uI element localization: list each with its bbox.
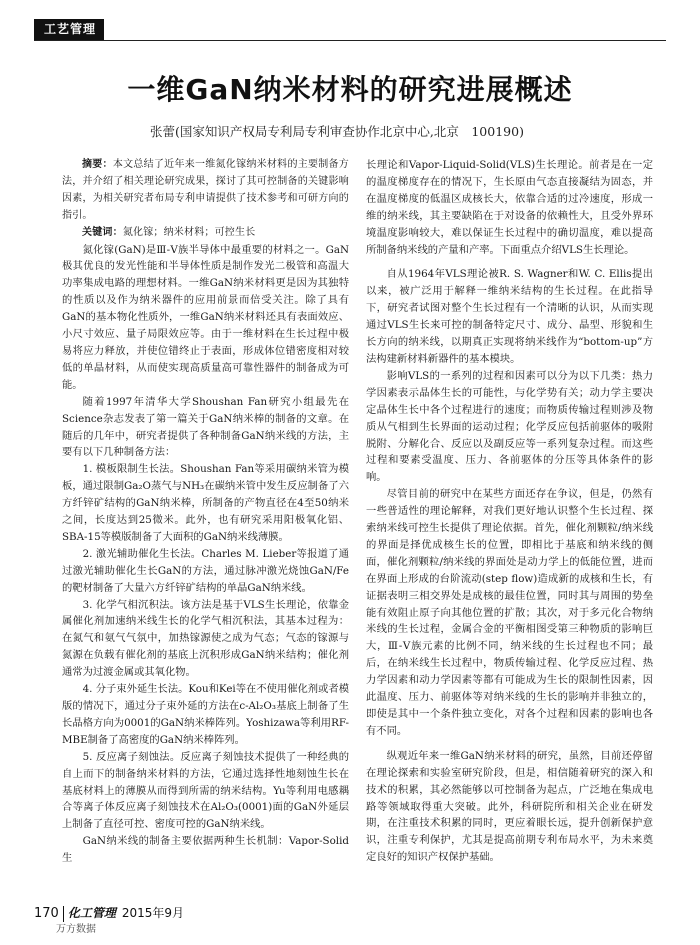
body-paragraph: 影响VLS的一系列的过程和因素可以分为以下几类：热力学因素表示晶体生长的可能性，与化学势有关；动力学主要决定晶体生长中各个过程进行的速度；而物质传输过程则涉及物质从气相到生长界面的运动过程；化学反应包括前驱体的吸附脱附、分解化合、反应以及副反应等一系列复杂过程。而这些过程和要素受温度、压力、各前驱体的分压等具体条件的影响。 (366, 369, 653, 484)
keywords-text: 氮化镓；纳米材料；可控生长 (122, 226, 256, 238)
left-column (62, 157, 349, 867)
issue-date: 2015年9月 (121, 906, 185, 920)
abstract-text: 本文总结了近年来一维氮化镓纳米材料的主要制备方法，并介绍了相关理论研究成果，探讨了其可控制备的关键影响因素，为相关研究者布局专利申请提供了技术参考和可研方向的指引。 (62, 159, 349, 221)
article-title: 一维GaN纳米材料的研究进展概述 (127, 73, 573, 106)
author-affiliation: 张蕾(国家知识产权局专利局专利审查协作北京中心,北京 100190) (150, 124, 524, 139)
body-paragraph: 氮化镓(GaN)是Ⅲ-Ⅴ族半导体中最重要的材料之一。GaN极其优良的发光性能和半导体性质是制作发光二极管和高温大功率集成电路的理想材料。一维GaN纳米材料更是因为其独特的性质以及作为纳米器件的应用前景而倍受关注。除了具有GaN的基本物化性质外，一维GaN纳米材料还具有表面效应、小尺寸效应、量子局限效应等。由于一维材料在生长过程中极易将应力释放，并使位错终止于表面，形成体位错密度相对较低的单晶材料，从而使实现高质量高可靠性器件的制备成为可能。 (62, 243, 349, 391)
top-rule (34, 40, 666, 41)
abstract (62, 157, 349, 225)
keywords (62, 225, 349, 242)
method-item: 3. 化学气相沉积法。该方法是基于VLS生长理论，依靠金属催化剂加速纳米线生长的化学气相沉积法，其基本过程为：在氮气和氨气气氛中，加热镓源使之成为气态；气态的镓源与氮源在负载有催化剂的基底上沉积形成GaN纳米结构；催化剂通常为过渡金属或其氧化物。 (62, 598, 349, 679)
right-column (366, 157, 653, 866)
body-paragraph: 尽管目前的研究中在某些方面还存在争议，但是，仍然有一些普适性的理论解释，对我们更好地认识整个生长过程、探索纳米线可控生长提供了理论依据。首先，催化剂颗粒/纳米线的界面是择优成核生长的位置，即相比于基底和纳米线的侧面，催化剂颗粒/纳米线的界面处是动力学上的低能位置，进而在界面上形成的台阶流动(step flow)造成新的成核和生长，有证据表明三相交界处是成核的最佳位置，同时其与周围的势垒能有效阻止原子向其他位置的扩散；其次，对于多元化合物纳米线的生长过程，金属合金的平衡相图受第三种物质的影响巨大，Ⅲ-Ⅴ族元素的比例不同，纳米线的生长过程也不同；最后，在纳米线生长过程中，物质传输过程、化学反应过程、热力学因素和动力学因素等都有可能成为生长的限制性因素，因此温度、压力、前驱体等对纳米线的生长的影响并非独立的，即使是其中一个条件独立变化，对各个过程和因素的影响也各有不同。 (366, 488, 653, 737)
section-tag: 工艺管理 (34, 19, 104, 40)
journal-name: 化工管理 (67, 906, 116, 920)
body-paragraph: 自从1964年VLS理论被R. S. Wagner和W. C. Ellis提出以来，被广泛用于解释一维纳米结构的生长过程。在此指导下，研究者试图对整个生长过程有一个清晰的认识，从而实现通过VLS生长来可控的制备特定尺寸、成分、晶型、形貌和生长方向的纳米线，以期真正实现将纳米线作为“bottom-up”方法构建新材料新器件的基本模块。 (366, 268, 653, 365)
body-paragraph: 长理论和Vapor-Liquid-Solid(VLS)生长理论。前者是在一定的温度梯度存在的情况下，生长原由气态直接凝结为固态，并在温度梯度的低温区成核长大，依靠合适的过冷速度，形成一维的纳米线，其主要缺陷在于对设备的依赖性大，且受外界环境温度影响较大，难以保证生长过程中的确切温度，难以提高所制备纳米线的产量和产率。下面重点介绍VLS生长理论。 (366, 159, 653, 256)
method-item: 4. 分子束外延生长法。Kou和Kei等在不使用催化剂或者模版的情况下，通过分子束外延的方法在c-Al₂O₃基底上制备了生长晶格方向为0001的GaN纳米棒阵列。Yoshizawa等利用RF-MBE制备了高密度的GaN纳米棒阵列。 (62, 683, 349, 746)
body-paragraph: 随着1997年清华大学Shoushan Fan研究小组最先在Science杂志发表了第一篇关于GaN纳米棒的制备的文章。在随后的几年中，研究者提供了各种制备GaN纳米线的方法，主要有以下几种制备方法： (62, 395, 349, 459)
method-item: 2. 激光辅助催化生长法。Charles M. Lieber等报道了通过激光辅助催化生长GaN的方法，通过脉冲激光烧蚀GaN/Fe的靶材制备了大量六方纤锌矿结构的单晶GaN纳米线。 (62, 547, 349, 594)
keywords-label: 关键词： (82, 226, 123, 238)
page-footer (34, 904, 184, 922)
body-paragraph: GaN纳米线的制备主要依据两种生长机制：Vapor-Solid生 (62, 835, 349, 865)
conclusion-paragraph: 纵观近年来一维GaN纳米材料的研究，虽然，目前还停留在理论探索和实验室研究阶段，但是，相信随着研究的深入和技术的积累，其必然能够以可控制备为起点，广泛地在集成电路等领域取得重大突破。此外，科研院所和相关企业在研发期，在注重技术积累的同时，更应着眼长远，提升创新保护意识，注重专利保护，尤其是提高前期专利布局水平，为未来奠定良好的知识产权保护基础。 (366, 749, 653, 864)
page-number: 170 (34, 906, 59, 921)
abstract-label: 摘要： (82, 159, 113, 170)
watermark: 万方数据 (56, 924, 96, 935)
method-item: 5. 反应离子刻蚀法。反应离子刻蚀技术提供了一种经典的自上而下的制备纳米材料的方法，它通过选择性地刻蚀生长在基底材料上的薄膜从而得到所需的纳米结构。Yu等利用电感耦合等离子体反应离子刻蚀技术在Al₂O₃(0001)面的GaN外延层上制备了直径可控、密度可控的GaN纳米线。 (62, 750, 349, 831)
method-item: 1. 模板限制生长法。Shoushan Fan等采用碳纳米管为模板，通过限制Ga₂O蒸气与NH₃在碳纳米管中发生反应制备了六方纤锌矿结构的GaN纳米棒，所制备的产物直径在4至50纳米之间，长度达到25微米。此外，也有研究采用阳极氧化铝、SBA-15等模版制备了大面积的GaN纳米线薄膜。 (62, 463, 349, 543)
